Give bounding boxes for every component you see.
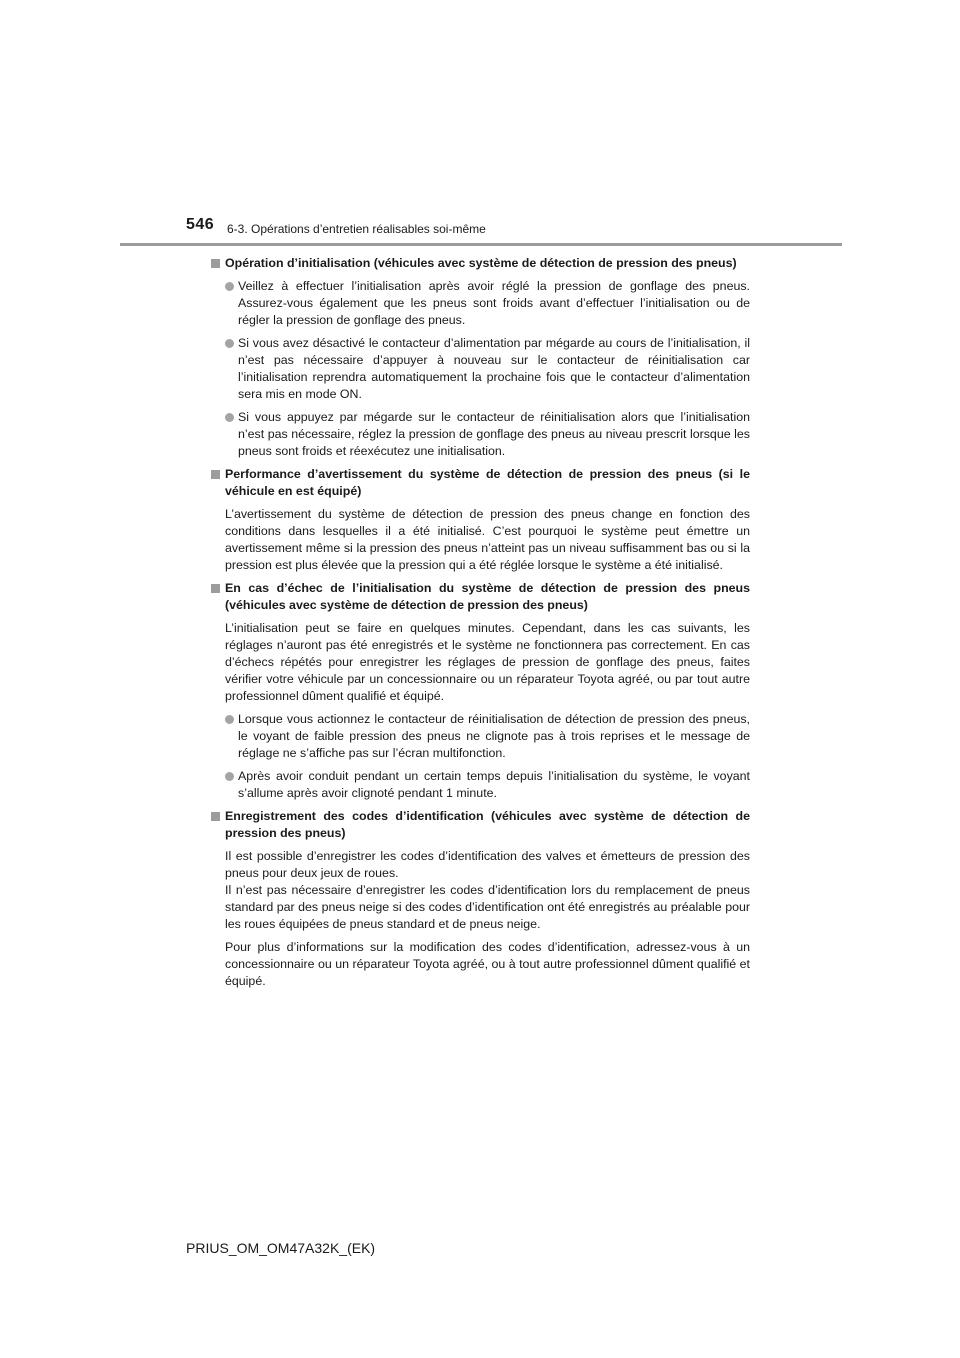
bullet-text: Veillez à effectuer l’initialisation après avoir réglé la pression de gonflage des pneus. Assurez-vous également que les pneus sont froids avant d’effectuer l’initialisation ou de régler la pression de gonflage des pneus. [238,279,750,327]
page-content [211,255,750,996]
section-heading-text: Enregistrement des codes d’identification (véhicules avec système de détection de pression des pneus) [225,809,750,840]
paragraph [225,848,750,933]
round-bullet-icon [225,413,234,422]
document-code: PRIUS_OM_OM47A32K_(EK) [186,1240,376,1256]
section-heading-text: Performance d’avertissement du système de détection de pression des pneus (si le véhicule en est équipé) [225,467,750,498]
bullet-item [211,711,750,762]
paragraph: L’initialisation peut se faire en quelques minutes. Cependant, dans les cas suivants, les réglages n’auront pas été enregistrés et le système ne fonctionnera pas correctement. En cas d’échecs répétés pour enregistrer les réglages de pression de gonflage des pneus, faites vérifier votre véhicule par un concessionnaire ou un réparateur Toyota agréé, ou par tout autre professionnel dûment qualifié et équipé. [225,621,750,703]
section-heading [211,580,750,614]
round-bullet-icon [225,282,234,291]
section-heading [211,808,750,842]
bullet-item [211,768,750,802]
section [211,808,750,990]
round-bullet-icon [225,772,234,781]
paragraph-line: Il est possible d’enregistrer les codes d’identification des valves et émetteurs de pression des pneus pour deux jeux de roues. [225,849,750,880]
bullet-text: Si vous appuyez par mégarde sur le contacteur de réinitialisation alors que l’initialisation n’est pas nécessaire, réglez la pression de gonflage des pneus au niveau prescrit lorsque les pneus sont froids et réexécutez une initialisation. [238,410,750,458]
square-bullet-icon [211,584,220,593]
bullet-item [211,335,750,403]
section [211,580,750,802]
page-number: 546 [186,216,215,233]
paragraph-line: Il n’est pas nécessaire d’enregistrer les codes d’identification lors du remplacement de pneus standard par des pneus neige si des codes d’identification ont été enregistrés au préalable pour les roues équipées de pneus standard et de pneus neige. [225,883,750,931]
bullet-text: Lorsque vous actionnez le contacteur de réinitialisation de détection de pression des pneus, le voyant de faible pression des pneus ne clignote pas à trois reprises et le message de réglage ne s’affiche pas sur l’écran multifonction. [238,712,750,760]
bullet-text: Après avoir conduit pendant un certain temps depuis l’initialisation du système, le voyant s’allume après avoir clignoté pendant 1 minute. [238,769,750,800]
bullet-item [211,409,750,460]
chapter-title: 6-3. Opérations d’entretien réalisables soi-même [227,222,486,236]
square-bullet-icon [211,470,220,479]
section-heading [211,255,750,272]
section-heading-text: En cas d’échec de l’initialisation du système de détection de pression des pneus (véhicules avec système de détection de pression des pneus) [225,581,750,612]
section [211,255,750,460]
square-bullet-icon [211,812,220,821]
round-bullet-icon [225,339,234,348]
section-heading-text: Opération d’initialisation (véhicules avec système de détection de pression des pneus) [225,256,737,270]
section-heading [211,466,750,500]
section [211,466,750,574]
round-bullet-icon [225,715,234,724]
header-rule [120,243,842,246]
bullet-text: Si vous avez désactivé le contacteur d’alimentation par mégarde au cours de l’initialisation, il n’est pas nécessaire d’appuyer à nouveau sur le contacteur de réinitialisation car l’initialisation reprendra automatiquement la prochaine fois que le contacteur d’alimentation sera mis en mode ON. [238,336,750,401]
bullet-item [211,278,750,329]
paragraph: L’avertissement du système de détection de pression des pneus change en fonction des conditions dans lesquelles il a été initialisé. C’est pourquoi le système peut émettre un avertissement même si la pression des pneus n’atteint pas un niveau suffisamment bas ou si la pression est plus élevée que la pression qui a été réglée lorsque le système a été initialisé. [225,507,750,572]
square-bullet-icon [211,259,220,268]
paragraph: Pour plus d’informations sur la modification des codes d’identification, adressez-vous à un concessionnaire ou un réparateur Toyota agréé, ou à tout autre professionnel dûment qualifié et équipé. [225,940,750,988]
